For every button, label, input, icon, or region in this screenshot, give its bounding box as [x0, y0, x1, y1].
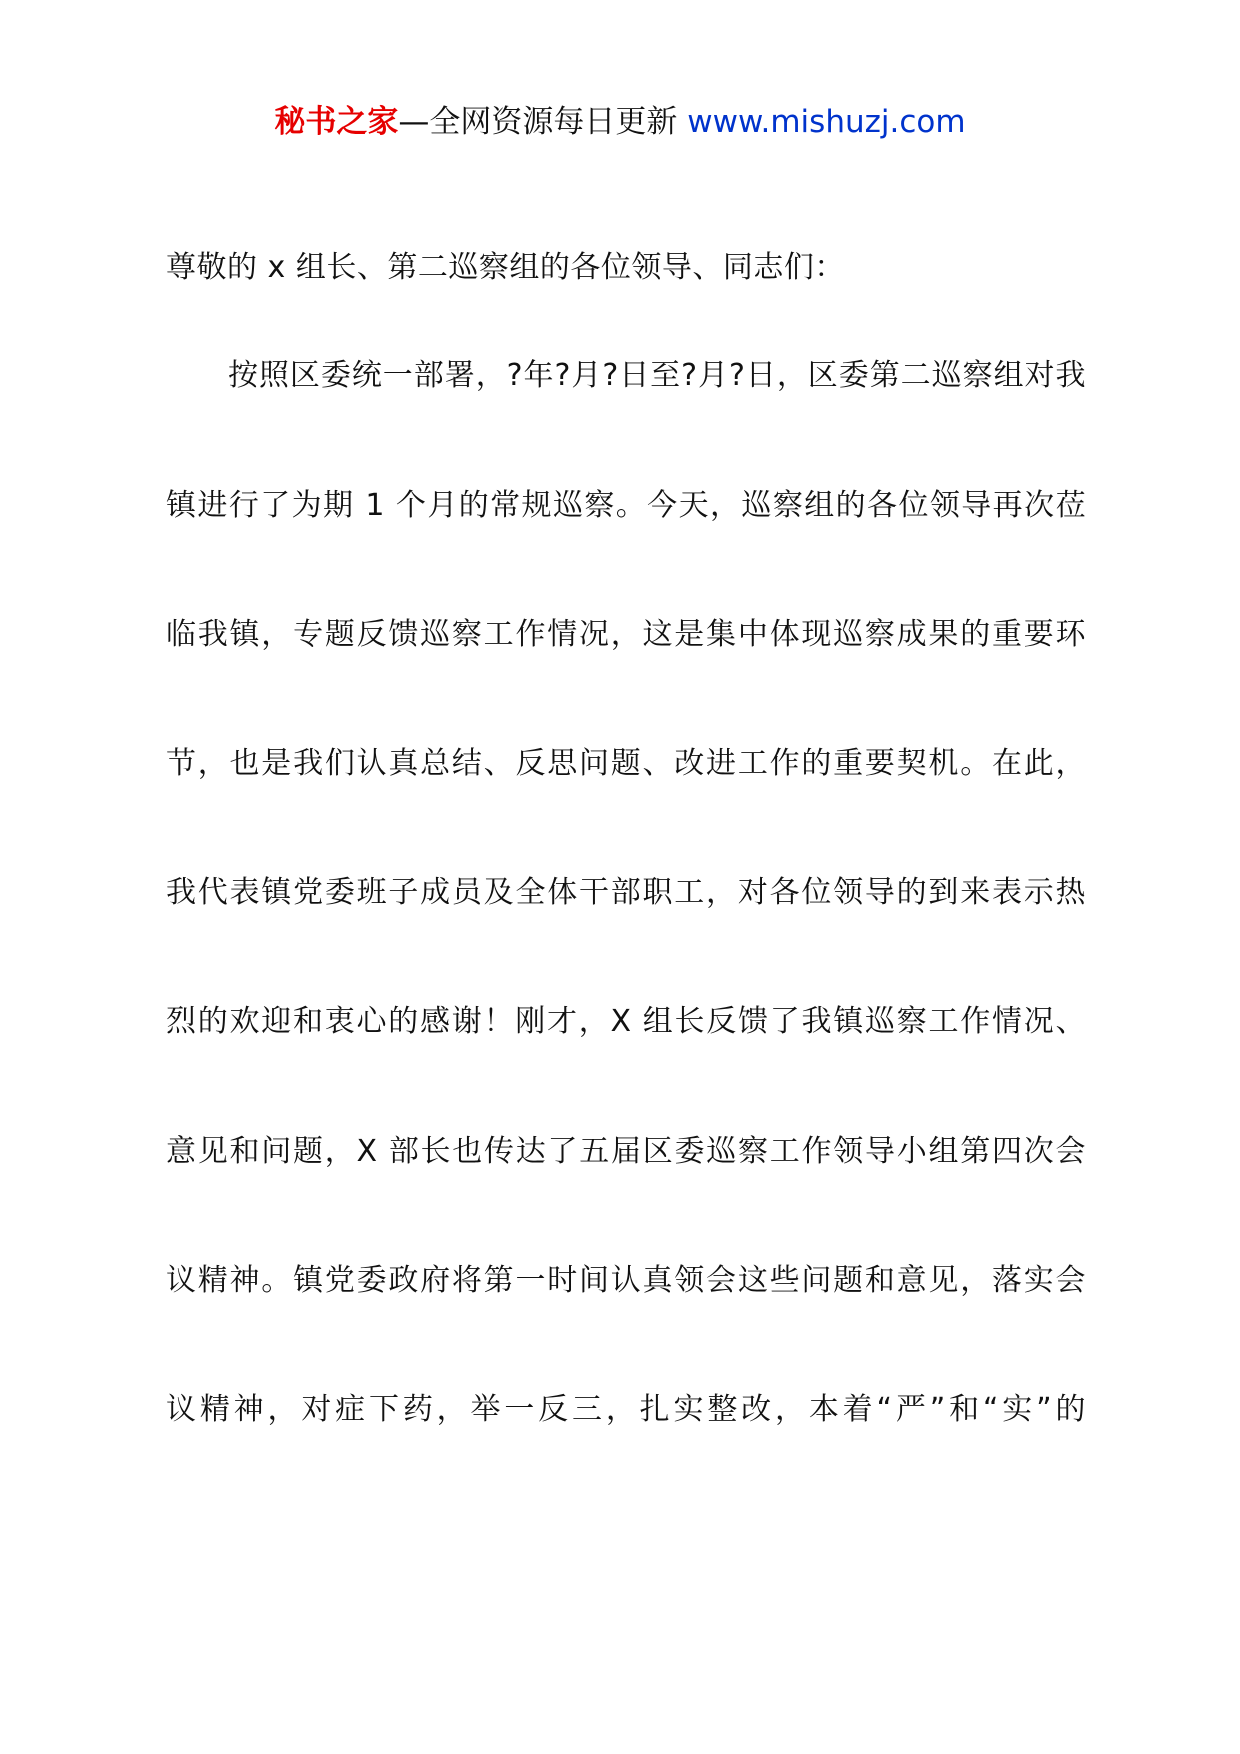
- header-slogan: —全网资源每日更新: [398, 104, 678, 140]
- paragraph-line-5: 我代表镇党委班子成员及全体干部职工，对各位领导的到来表示热: [166, 875, 1086, 910]
- site-header: [0, 100, 1240, 144]
- paragraph-line-4: 节，也是我们认真总结、反思问题、改进工作的重要契机。在此，: [166, 746, 1086, 781]
- paragraph-line-7: 意见和问题，X 部长也传达了五届区委巡察工作领导小组第四次会: [166, 1134, 1086, 1169]
- salutation: 尊敬的 x 组长、第二巡察组的各位领导、同志们：: [166, 250, 845, 285]
- paragraph-line-6: 烈的欢迎和衷心的感谢！刚才，X 组长反馈了我镇巡察工作情况、: [166, 1004, 1086, 1039]
- brand-name: 秘书之家: [274, 104, 399, 140]
- paragraph-line-9: 议精神，对症下药，举一反三，扎实整改，本着“严”和“实”的: [166, 1392, 1086, 1427]
- site-url-link[interactable]: www.mishuzj.com: [687, 104, 966, 140]
- paragraph-line-2: 镇进行了为期 1 个月的常规巡察。今天，巡察组的各位领导再次莅: [166, 488, 1086, 523]
- paragraph-line-8: 议精神。镇党委政府将第一时间认真领会这些问题和意见，落实会: [166, 1263, 1086, 1298]
- paragraph-line-1: 按照区委统一部署，?年?月?日至?月?日，区委第二巡察组对我: [228, 358, 1086, 393]
- paragraph-line-3: 临我镇，专题反馈巡察工作情况，这是集中体现巡察成果的重要环: [166, 617, 1086, 652]
